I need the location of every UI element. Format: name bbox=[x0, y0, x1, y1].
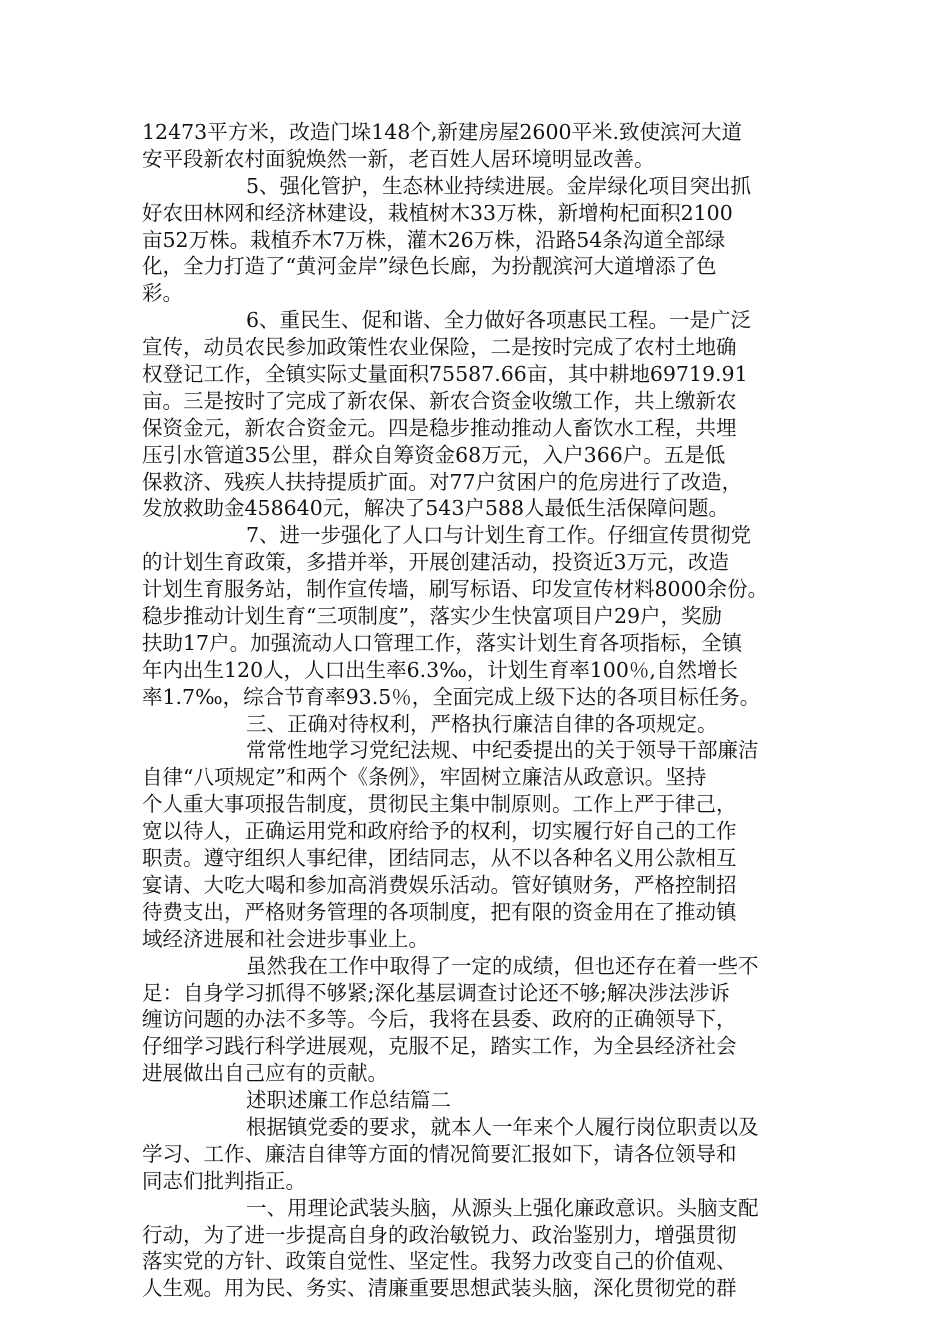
text-line: 稳步推动计划生育“三项制度”，落实少生快富项目户29户，奖励 bbox=[142, 604, 723, 629]
text-line: 行动，为了进一步提高自身的政治敏锐力、政治鉴别力，增强贯彻 bbox=[142, 1222, 737, 1247]
text-line: 6、重民生、促和谐、全力做好各项惠民工程。一是广泛 bbox=[246, 308, 752, 333]
text-line: 扶助17户。加强流动人口管理工作，落实计划生育各项指标，全镇 bbox=[142, 630, 743, 655]
text-line: 个人重大事项报告制度，贯彻民主集中制原则。工作上严于律己， bbox=[142, 792, 737, 817]
text-line: 宽以待人，正确运用党和政府给予的权利，切实履行好自己的工作 bbox=[142, 819, 737, 844]
text-line: 虽然我在工作中取得了一定的成绩，但也还存在着一些不 bbox=[246, 953, 759, 978]
text-line: 宴请、大吃大喝和参加高消费娱乐活动。管好镇财务，严格控制招 bbox=[142, 872, 737, 897]
text-line: 好农田林网和经济林建设，栽植树木33万株，新增枸杞面积2100 bbox=[142, 200, 733, 225]
text-line: 7、进一步强化了人口与计划生育工作。仔细宣传贯彻党 bbox=[246, 523, 752, 548]
text-line: 的计划生育政策，多措并举，开展创建活动，投资近3万元，改造 bbox=[142, 550, 730, 575]
text-line: 域经济进展和社会进步事业上。 bbox=[142, 926, 429, 951]
text-line: 同志们批判指正。 bbox=[142, 1168, 306, 1193]
text-line: 根据镇党委的要求，就本人一年来个人履行岗位职责以及 bbox=[246, 1114, 759, 1139]
text-line: 职责。遵守组织人事纪律，团结同志，从不以各种名义用公款相互 bbox=[142, 846, 737, 871]
text-line: 亩。三是按时了完成了新农保、新农合资金收缴工作，共上缴新农 bbox=[142, 388, 737, 413]
document-page bbox=[142, 119, 812, 1302]
text-line: 12473平方米，改造门垛148个,新建房屋2600平米.致使滨河大道 bbox=[142, 120, 743, 144]
text-line: 常常性地学习党纪法规、中纪委提出的关于领导干部廉洁 bbox=[246, 738, 759, 763]
text-line: 落实党的方针、政策自觉性、坚定性。我努力改变自己的价值观、 bbox=[142, 1249, 737, 1274]
text-line: 安平段新农村面貌焕然一新，老百姓人居环境明显改善。 bbox=[142, 146, 655, 171]
text-line: 三、正确对待权利，严格执行廉洁自律的各项规定。 bbox=[246, 711, 718, 736]
text-line: 保资金元，新农合资金元。四是稳步推动推动人畜饮水工程，共埋 bbox=[142, 415, 737, 440]
text-line: 学习、工作、廉洁自律等方面的情况简要汇报如下，请各位领导和 bbox=[142, 1141, 737, 1166]
text-line: 计划生育服务站，制作宣传墙，刷写标语、印发宣传材料8000余份。 bbox=[142, 577, 769, 602]
text-line: 一、用理论武装头脑，从源头上强化廉政意识。头脑支配 bbox=[246, 1195, 759, 1220]
text-line: 仔细学习践行科学进展观，克服不足，踏实工作，为全县经济社会 bbox=[142, 1034, 737, 1059]
text-line: 亩52万株。栽植乔木7万株，灌木26万株，沿路54条沟道全部绿 bbox=[142, 227, 726, 252]
text-line: 待费支出，严格财务管理的各项制度，把有限的资金用在了推动镇 bbox=[142, 899, 737, 924]
text-line: 进展做出自己应有的贡献。 bbox=[142, 1061, 388, 1086]
text-line: 人生观。用为民、务实、清廉重要思想武装头脑，深化贯彻党的群 bbox=[142, 1276, 737, 1301]
text-line: 自律“八项规定”和两个《条例》，牢固树立廉洁从政意识。坚持 bbox=[142, 765, 707, 790]
text-line: 发放救助金458640元，解决了543户588人最低生活保障问题。 bbox=[142, 496, 730, 521]
text-line: 年内出生120人，人口出生率6.3‰，计划生育率100％,自然增长 bbox=[142, 657, 738, 682]
text-line: 率1.7‰，综合节育率93.5％，全面完成上级下达的各项目标任务。 bbox=[142, 684, 761, 709]
text-line: 宣传，动员农民参加政策性农业保险，二是按时完成了农村土地确 bbox=[142, 335, 737, 360]
text-line: 化，全力打造了“黄河金岸”绿色长廊，为扮靓滨河大道增添了色 bbox=[142, 254, 717, 279]
text-line: 保救济、残疾人扶持提质扩面。对77户贫困户的危房进行了改造， bbox=[142, 469, 743, 494]
text-line: 压引水管道35公里，群众自筹资金68万元，入户366户。五是低 bbox=[142, 442, 726, 467]
text-line: 5、强化管护，生态林业持续进展。金岸绿化项目突出抓 bbox=[246, 173, 752, 198]
text-line: 述职述廉工作总结篇二 bbox=[246, 1088, 451, 1113]
text-line: 缠访问题的办法不多等。今后，我将在县委、政府的正确领导下， bbox=[142, 1007, 737, 1032]
text-line: 彩。 bbox=[142, 281, 183, 306]
text-line: 权登记工作，全镇实际丈量面积75587.66亩，其中耕地69719.91 bbox=[142, 362, 748, 387]
text-line: 足：自身学习抓得不够紧;深化基层调查讨论还不够;解决涉法涉诉 bbox=[142, 980, 730, 1005]
